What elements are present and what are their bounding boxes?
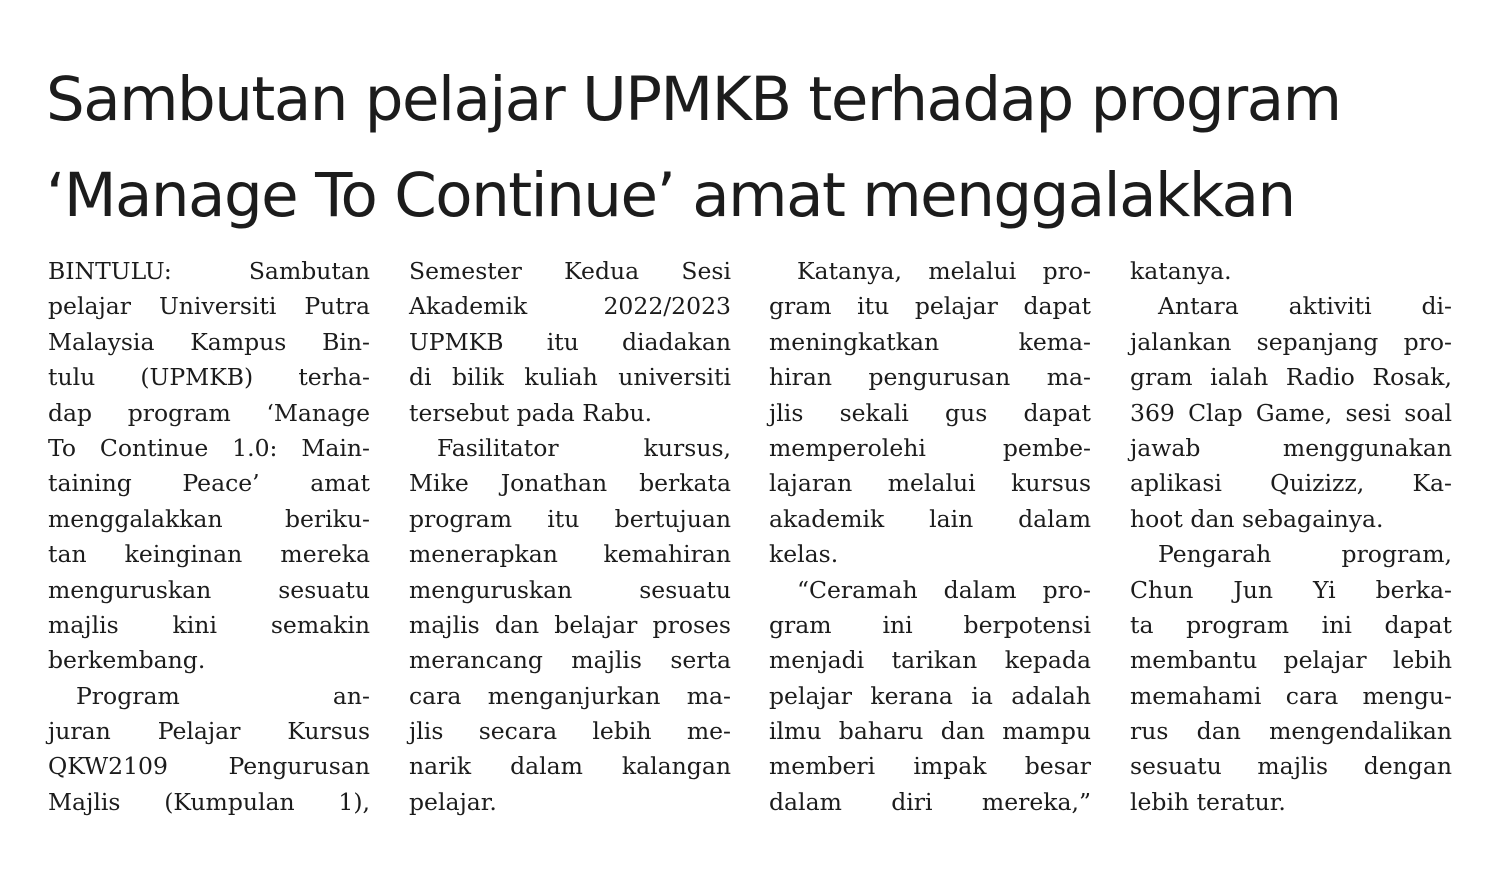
column-line: memperolehi pembe- <box>769 433 1091 462</box>
column-line: hoot dan sebagainya. <box>1130 504 1384 533</box>
column-line: To Continue 1.0: Main- <box>48 433 370 462</box>
column-line: menguruskan sesuatu <box>409 575 731 604</box>
column-line: cara menganjurkan ma- <box>409 681 731 710</box>
column-line: narik dalam kalangan <box>409 752 731 781</box>
column-line: gram ini berpotensi <box>769 610 1091 639</box>
column-line: merancang majlis serta <box>409 646 731 675</box>
column-line: menjadi tarikan kepada <box>769 646 1091 675</box>
column-line: menerapkan kemahiran <box>409 540 731 569</box>
column-line: Malaysia Kampus Bin- <box>48 327 370 356</box>
column-line: lajaran melalui kursus <box>769 469 1091 498</box>
column-line: lebih teratur. <box>1130 787 1286 816</box>
column-line: UPMKB itu diadakan <box>409 327 731 356</box>
column-line: katanya. <box>1130 257 1232 285</box>
column-line: sesuatu majlis dengan <box>1130 752 1452 781</box>
column-line: gram ialah Radio Rosak, <box>1130 363 1452 392</box>
column-line: Program an- <box>76 681 370 710</box>
column-line: BINTULU: Sambutan <box>48 257 370 285</box>
column-line: membantu pelajar lebih <box>1130 646 1452 675</box>
column-line: ilmu baharu dan mampu <box>769 717 1091 746</box>
column-line: Semester Kedua Sesi <box>409 257 731 285</box>
column-line: program itu bertujuan <box>409 504 731 533</box>
column-line: Pengarah program, <box>1158 540 1452 569</box>
column-line: meningkatkan kema- <box>769 327 1091 356</box>
column-line: dalam diri mereka,” <box>769 787 1091 816</box>
column-line: jlis sekali gus dapat <box>769 398 1091 427</box>
column-line: tan keinginan mereka <box>48 540 370 569</box>
article-column-4 <box>1130 254 1452 820</box>
column-line: memahami cara mengu- <box>1130 681 1452 710</box>
article-column-1 <box>48 254 370 820</box>
headline-line-1: Sambutan pelajar UPMKB terhadap program <box>46 64 1341 135</box>
column-line: Fasilitator kursus, <box>437 433 731 462</box>
column-line: jawab menggunakan <box>1130 433 1452 462</box>
column-line: tersebut pada Rabu. <box>409 398 653 427</box>
column-line: akademik lain dalam <box>769 504 1091 533</box>
column-line: 369 Clap Game, sesi soal <box>1130 398 1452 427</box>
column-line: rus dan mengendalikan <box>1130 717 1452 746</box>
headline-line-2: ‘Manage To Continue’ amat menggalakkan <box>46 160 1295 231</box>
column-line: pelajar kerana ia adalah <box>769 681 1091 710</box>
column-line: QKW2109 Pengurusan <box>48 752 370 781</box>
column-line: majlis dan belajar proses <box>409 610 731 639</box>
column-line: Katanya, melalui pro- <box>797 257 1091 285</box>
column-line: majlis kini semakin <box>48 610 370 639</box>
column-line: Mike Jonathan berkata <box>409 469 731 498</box>
column-line: dap program ‘Manage <box>48 398 370 427</box>
column-line: di bilik kuliah universiti <box>409 363 731 392</box>
column-line: memberi impak besar <box>769 752 1091 781</box>
column-line: taining Peace’ amat <box>48 469 370 498</box>
column-line: aplikasi Quizizz, Ka- <box>1130 469 1452 498</box>
column-line: hiran pengurusan ma- <box>769 363 1091 392</box>
column-line: tulu (UPMKB) terha- <box>48 363 370 392</box>
article-column-3 <box>769 254 1091 820</box>
column-line: Majlis (Kumpulan 1), <box>48 787 370 816</box>
column-line: menguruskan sesuatu <box>48 575 370 604</box>
column-line: juran Pelajar Kursus <box>48 717 370 746</box>
article-headline <box>46 52 1466 244</box>
column-line: kelas. <box>769 540 839 569</box>
column-line: pelajar Universiti Putra <box>48 292 370 321</box>
column-line: menggalakkan beriku- <box>48 504 370 533</box>
column-line: jalankan sepanjang pro- <box>1130 327 1452 356</box>
column-line: berkembang. <box>48 646 206 675</box>
column-line: pelajar. <box>409 787 497 816</box>
column-line: “Ceramah dalam pro- <box>797 575 1091 604</box>
column-line: Antara aktiviti di- <box>1158 292 1452 321</box>
column-line: Chun Jun Yi berka- <box>1130 575 1452 604</box>
column-line: jlis secara lebih me- <box>409 717 731 746</box>
column-line: ta program ini dapat <box>1130 610 1452 639</box>
article-column-2 <box>409 254 731 820</box>
column-line: Akademik 2022/2023 <box>409 292 731 321</box>
column-line: gram itu pelajar dapat <box>769 292 1091 321</box>
